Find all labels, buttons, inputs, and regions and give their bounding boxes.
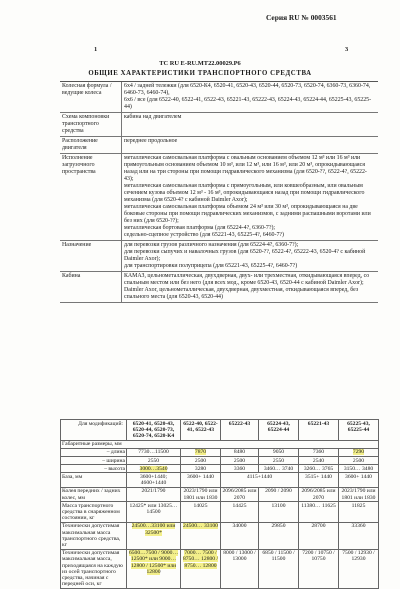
table-cell <box>127 473 181 487</box>
table-cell <box>339 522 379 549</box>
cell-value: 3600+ 1440 <box>345 473 372 480</box>
table-cell <box>181 549 221 588</box>
table-row <box>61 448 379 456</box>
spec-label: Схема компоновки транспортного средства <box>62 114 110 134</box>
cell-value: 34000 <box>232 523 247 530</box>
table-cell <box>127 487 181 501</box>
table-cell <box>299 448 339 456</box>
table-cell <box>221 448 259 456</box>
row-label: – длина <box>61 448 127 456</box>
table-cell <box>339 487 379 501</box>
table-cell <box>181 522 221 549</box>
table-cell <box>339 473 379 487</box>
table-cell <box>127 448 181 456</box>
cell-value: 24500… 33100 <box>183 523 218 530</box>
cell-value: 8000 / 13000 / 13000 <box>223 550 256 563</box>
table-cell <box>299 473 339 487</box>
table-row <box>61 502 379 523</box>
table-cell <box>259 448 299 456</box>
cell-value: 2090 / 2090 <box>265 488 292 495</box>
table-cell <box>221 465 259 473</box>
table-cell <box>339 502 379 523</box>
cell-value: 11380… 11625 <box>301 502 336 509</box>
spec-value <box>121 82 378 112</box>
table-cell <box>127 502 181 523</box>
cell-value: 3460… 3740 <box>263 465 294 472</box>
cell-value: 3600+ 1440 <box>187 473 214 480</box>
spec-row <box>60 82 378 113</box>
table-cell <box>339 457 379 465</box>
table-cell <box>181 487 221 501</box>
table-cell <box>181 465 221 473</box>
cell-value: 7500 / 12930 / 12930 <box>342 550 375 563</box>
spec-row <box>60 241 378 272</box>
table-cell <box>221 522 259 549</box>
cell-value: 3360 <box>233 465 246 472</box>
table-cell <box>181 502 221 523</box>
cell-value: 2500 <box>233 457 246 464</box>
cell-value: 14425 <box>232 502 247 509</box>
table-cell <box>299 487 339 501</box>
column-header: 6522-40, 6522-41, 6522-43 <box>181 420 221 441</box>
document-id: ТС RU E-RU.МТ22.00029.Р6 <box>159 60 241 67</box>
table-cell <box>259 487 299 501</box>
spec-value-line: кабина над двигателем <box>124 114 182 120</box>
cell-value: 6850 / 11500 / 11500 <box>262 550 295 563</box>
table-cell <box>339 465 379 473</box>
spec-value-line: седельно-сцепное устройство (для 65221-43, 65225-4?, 6460-7?) <box>124 232 284 238</box>
table-cell <box>259 502 299 523</box>
spec-value-line: 6x4 / задней тележки (для 6520-К4, 6520-41, 6520-43, 6520-44, 6520-73, 6520-74, 6360-73, 6360-74, 6460-73, 6460-74), <box>124 83 371 96</box>
table-row <box>61 549 379 588</box>
spec-label: Кабина <box>62 273 81 279</box>
table-cell <box>127 549 181 588</box>
spec-value-line: металлическая самосвальная платформа с прямоугольным, или ковшеобразным, или овальным сечением кузова объемом 12 м³ - 16 м³, опрокидывающаяся назад при помощи гидравлического механизма (для 6520-4? с кабиной Daimler Axor); <box>124 183 365 203</box>
cell-value: 2500 <box>352 457 365 464</box>
spec-value-line: КАМАЗ, цельнометаллическая, двухдверная, двух- или трехместная, откидывающаяся вперед, со спальным местом или без него (для всех мод., кроме 6520-43, 6520-44 с кабиной Daimler Axor); <box>124 273 370 286</box>
row-label: – ширина <box>61 457 127 465</box>
page-title: ОБЩИЕ ХАРАКТЕРИСТИКИ ТРАНСПОРТНОГО СРЕДСТВА <box>88 70 312 77</box>
modifications-table <box>60 419 379 589</box>
table-row <box>61 465 379 473</box>
page-number-right: 3 <box>345 46 349 53</box>
spec-row <box>60 272 378 303</box>
table-row <box>61 522 379 549</box>
cell-value: 3000…3540 <box>139 465 168 472</box>
spec-label: Колесная формула / ведущие колеса <box>62 83 112 96</box>
table-cell <box>221 549 259 588</box>
table-cell <box>259 522 299 549</box>
cell-value: 3515+ 1440 <box>305 473 332 480</box>
cell-value: 7290 <box>352 449 365 456</box>
spec-value-line: Daimler Axor, цельнометаллическая, двухдверная, двухместная, откидывающаяся вперед, без спального места (для 6520-43, 6520-44) <box>124 287 359 300</box>
spec-value-line: металлическая бортовая платформа (для 65224-4?, 6360-7?); <box>124 225 276 231</box>
row-label: – высота <box>61 465 127 473</box>
spec-row <box>60 137 378 154</box>
spec-label: Расположение двигателя <box>62 138 98 151</box>
series-number: Серия RU № 0003561 <box>266 13 337 22</box>
table-cell <box>127 465 181 473</box>
spec-value-line: для транспортировки полуприцепа (для 65221-43, 65225-4?, 6460-7?) <box>124 263 298 269</box>
table-row <box>61 487 379 501</box>
table-cell <box>299 457 339 465</box>
page-number-left: 1 <box>94 46 98 53</box>
spec-value <box>121 137 378 153</box>
cell-value: 14025 <box>193 502 208 509</box>
cell-value: 7360 <box>312 449 325 456</box>
table-cell <box>299 502 339 523</box>
table-row <box>61 457 379 465</box>
cell-value: 2023/1790 или 1801 или 1830 <box>341 488 376 501</box>
cell-value: 2550 <box>272 457 285 464</box>
table-row <box>61 440 379 448</box>
cell-value: 8480 <box>233 449 246 456</box>
row-label: Масса транспортного средства в снаряженном состоянии, кг <box>61 502 127 523</box>
column-header: 6520-41, 6520-43, 6520-44, 6520-73, 6520-74, 6520-К4 <box>127 420 181 441</box>
spec-label: Исполнение загрузочного пространства <box>62 155 96 175</box>
cell-value: 2540 <box>312 457 325 464</box>
table-row <box>61 473 379 487</box>
cell-value: 7730…11500 <box>138 449 169 456</box>
table-cell <box>181 457 221 465</box>
spec-value <box>121 154 378 240</box>
row-label: Колея передних / задних колес, мм <box>61 487 127 501</box>
row-label: Технически допустимая максимальная масса транспортного средства, кг <box>61 522 127 549</box>
cell-value: 13100 <box>271 502 286 509</box>
spec-value-line: для перевозки грузов различного назначения (для 65224-4?, 6360-7?); <box>124 242 299 248</box>
cell-value: 2023/1790 или 1801 или 1830 <box>183 488 218 501</box>
cell-value: 3600+1440; 4600+1440 <box>139 473 168 487</box>
spec-value-line: металлическая самосвальная платформа с овальным основанием объемом 12 м³ или 16 м³ или прямоугольным основанием объемом 10 м³, или 12 м³, или 16 м³, или 20 м³, опрокидывающаяся назад или на три стороны при помощи гидравлического механизма (для 6520-??, 6522-4?, 65222-43); <box>124 155 367 182</box>
cell-value: 2096/2085 или 2070 <box>222 488 257 501</box>
cell-value: 3260… 3765 <box>303 465 334 472</box>
cell-value: 3150… 3480 <box>343 465 374 472</box>
spec-label: Назначение <box>62 242 92 248</box>
spec-row <box>60 154 378 241</box>
cell-value: 3280 <box>194 465 207 472</box>
spec-row <box>60 113 378 137</box>
cell-value: 2500 <box>194 457 207 464</box>
cell-value: 2021/1790 <box>141 488 166 495</box>
table-cell <box>299 522 339 549</box>
cell-value: 11825 <box>351 502 366 509</box>
spec-value <box>121 113 378 136</box>
table-cell <box>339 549 379 588</box>
cell-value: 7000… 7500 / 8750… 12800 / 8750… 12800 <box>182 550 219 569</box>
spec-value-line: переднее продольное <box>124 138 178 144</box>
table-cell <box>299 549 339 588</box>
cell-value: 12425* или 13025…14500 <box>129 502 178 515</box>
cell-value: 7200 / 10750 / 10750 <box>302 550 335 563</box>
spec-value-line: 6x6 / все (для 6522-40, 6522-41, 6522-43, 65221-43, 65222-43, 65224-43, 65224-44, 65225-43, 65225-44) <box>124 97 372 110</box>
table-cell <box>181 448 221 456</box>
spec-value <box>121 241 378 271</box>
table-cell <box>181 473 221 487</box>
table-cell <box>127 522 181 549</box>
cell-value: 33360 <box>351 523 366 530</box>
cell-value: 4115+1440 <box>246 473 273 480</box>
table-cell <box>259 457 299 465</box>
table-cell <box>221 502 259 523</box>
spec-value <box>121 272 378 302</box>
table-header-label: Для модификаций: <box>61 420 127 441</box>
cell-value: 2096/2085 или 2070 <box>301 488 336 501</box>
table-cell <box>339 448 379 456</box>
column-header: 65222-43 <box>221 420 259 441</box>
table-cell <box>221 473 299 487</box>
table-cell <box>221 487 259 501</box>
spec-table <box>60 81 378 303</box>
table-cell <box>127 457 181 465</box>
column-header: 65221-43 <box>299 420 339 441</box>
cell-value: 28700 <box>311 523 326 530</box>
table-cell <box>259 465 299 473</box>
cell-value: 29850 <box>271 523 286 530</box>
spec-value-line: для перевозки сыпучих и навалочных грузов (для 6520-??, 6522-4?, 65222-43, 6520-4? с кабиной Daimler Axor); <box>124 249 366 262</box>
table-cell <box>221 457 259 465</box>
column-header: 65224-43, 65224-44 <box>259 420 299 441</box>
row-label: Габаритные размеры, мм <box>61 440 379 448</box>
row-label: Технически допустимая максимальная масса, приходящаяся на каждую из осей транспортного средства, начиная с передней оси, кг <box>61 549 127 588</box>
row-label: База, мм <box>61 473 127 487</box>
spec-value-line: металлическая самосвальная платформа объемом 24 м³ или 30 м³, опрокидывающаяся на две боковые стороны при помощи гидравлических механизмов, с задними распашными воротами или без них (для 6520-??); <box>124 204 371 224</box>
cell-value: 7870 <box>194 449 207 456</box>
cell-value: 2550 <box>147 457 160 464</box>
table-cell <box>299 465 339 473</box>
cell-value: 6500…7500 / 9000…12500* или 9000…12800 / 12500* или 12800 <box>128 550 179 575</box>
table-cell <box>259 549 299 588</box>
cell-value: 9050 <box>272 449 285 456</box>
column-header: 65225-43, 65225-44 <box>339 420 379 441</box>
cell-value: 24500…33100 или 32500* <box>131 523 176 536</box>
